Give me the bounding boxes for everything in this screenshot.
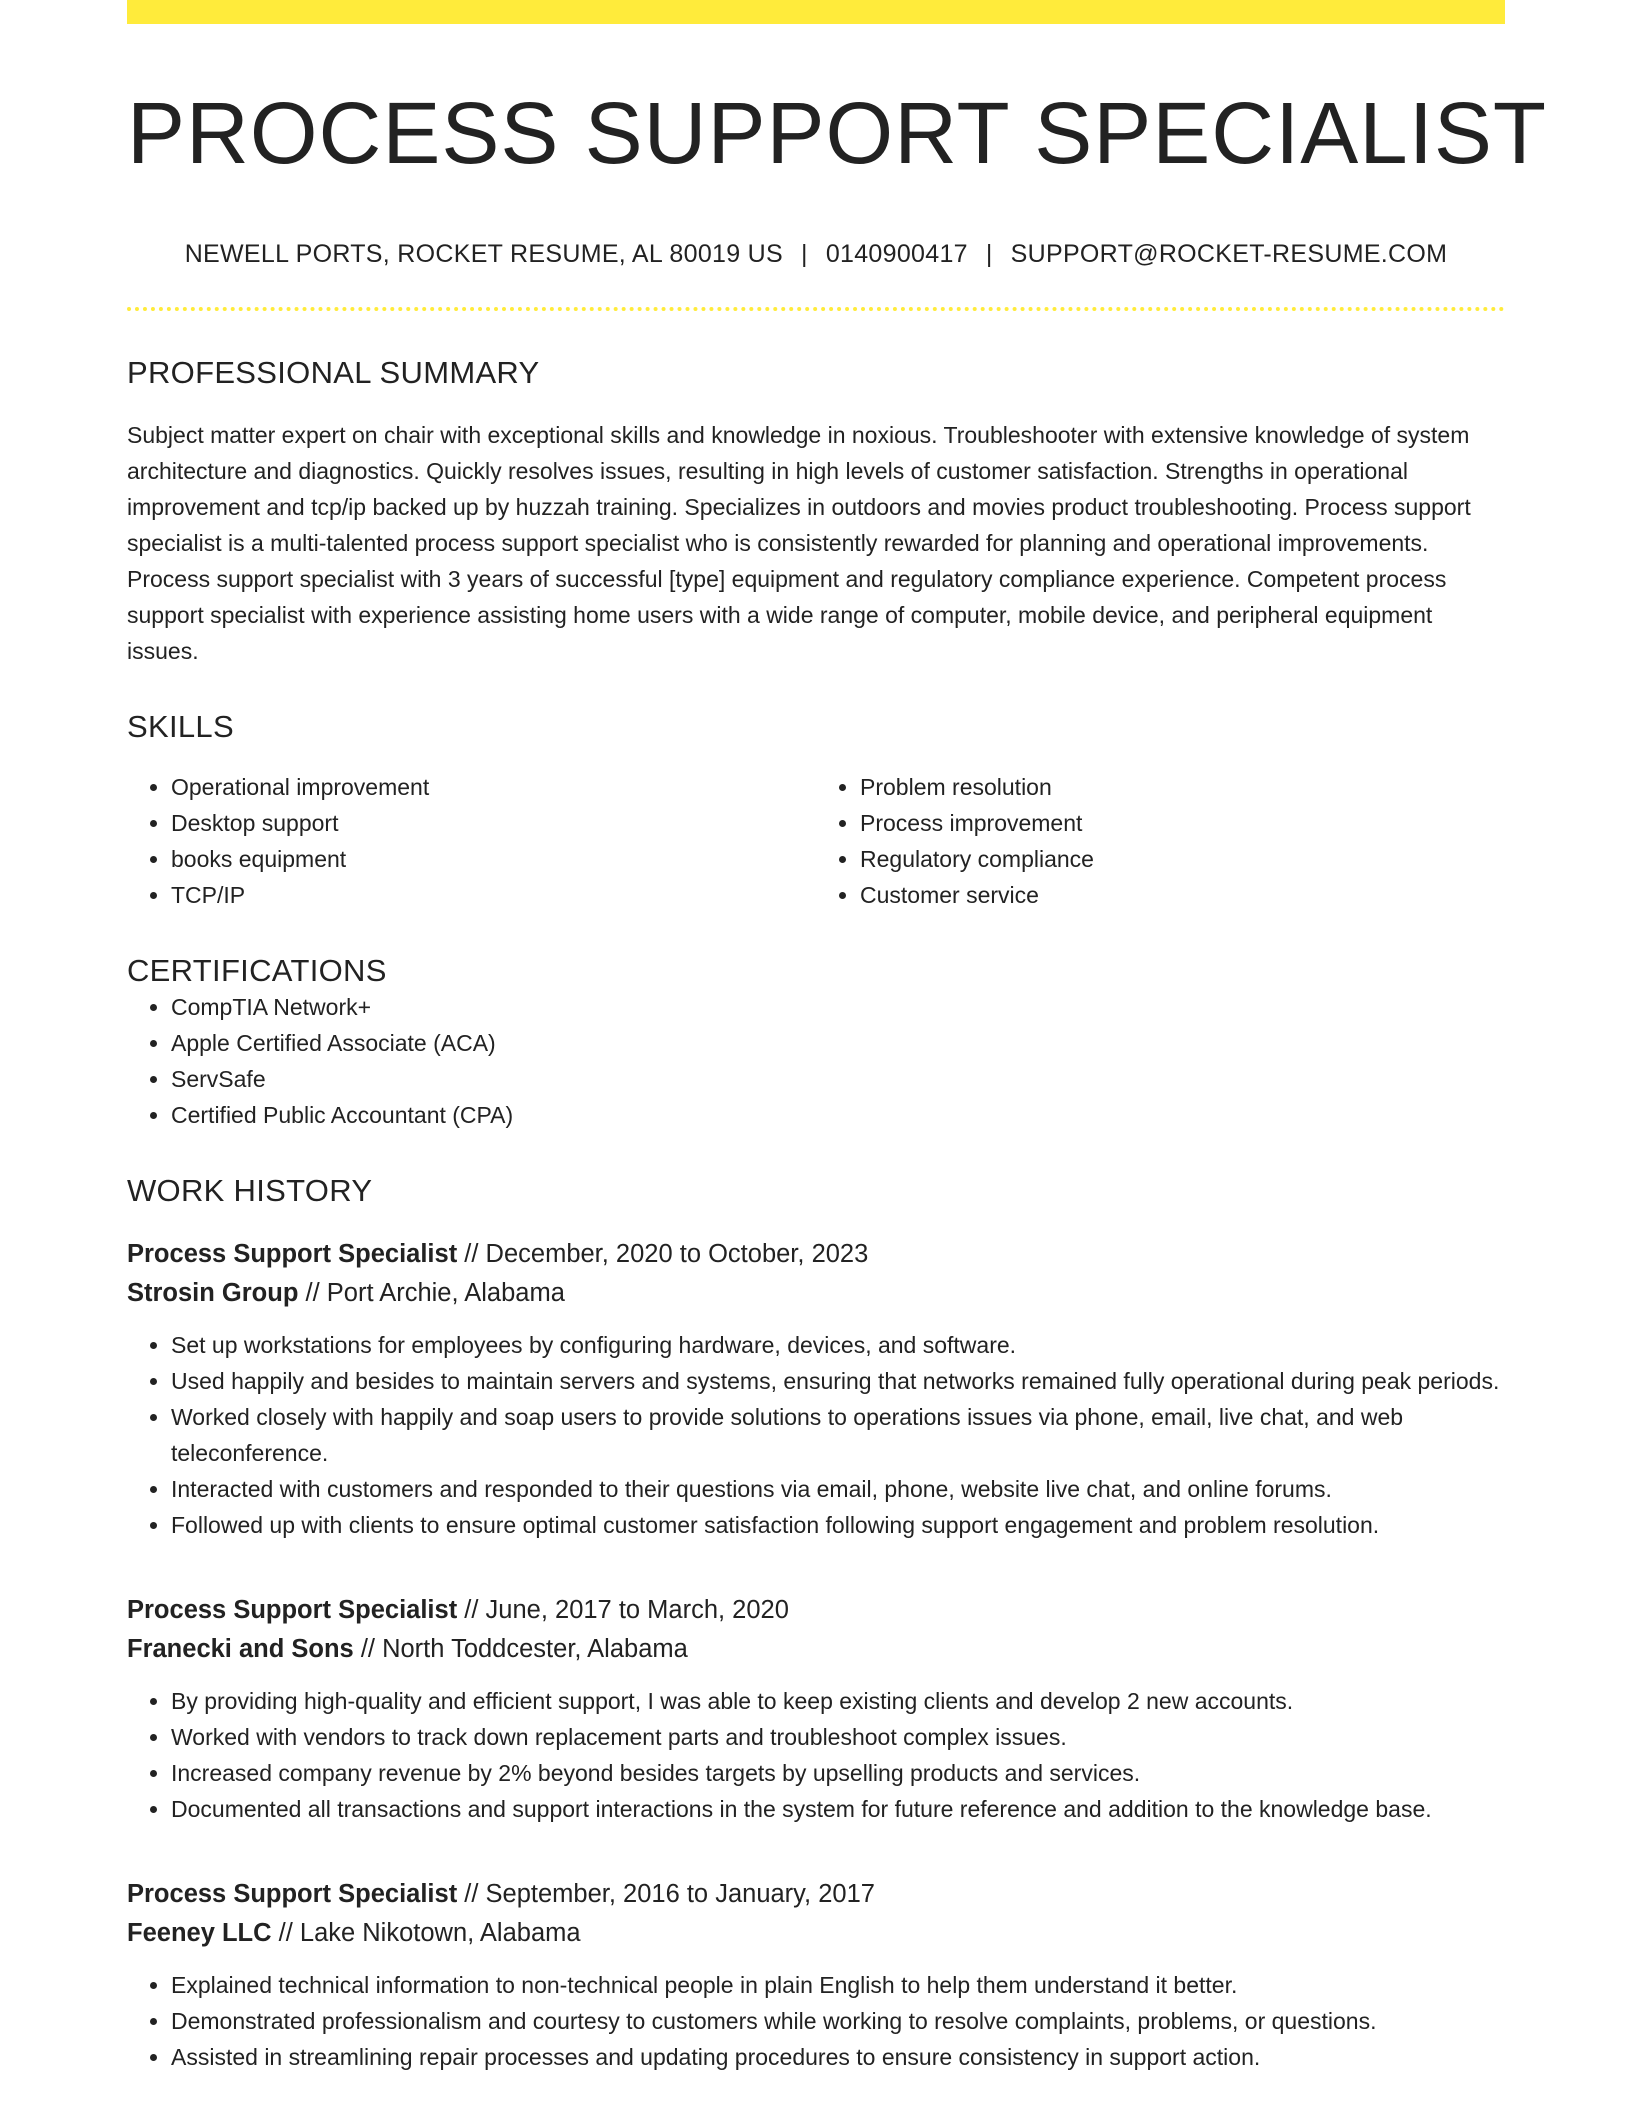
summary-text: Subject matter expert on chair with exceptional skills and knowledge in noxious. Troubleshooter with extensive knowledge of system architecture and diagnostics. Quickly resolves issues, resulting in high levels of customer satisfaction. Strengths in operational improvement and tcp/ip backed up by huzzah training. Specializes in outdoors and movies product troubleshooting. Process support specialist is a multi-talented process support specialist who is consistently rewarded for planning and operational improvements. Process support specialist with 3 years of successful [type] equipment and regulatory compliance experience. Competent process support specialist with experience assisting home users with a wide range of computer, mobile device, and peripheral equipment issues. [127,421,1471,664]
dotted-divider [127,307,1505,311]
job-duties [127,1327,1505,1543]
skill-item: • Regulatory compliance [860,841,1505,877]
contact-separator: | [985,239,993,268]
job-dates: // June, 2017 to March, 2020 [457,1595,789,1624]
job-duty: • Assisted in streamlining repair processes and updating procedures to ensure consistency in support action. [171,2039,1505,2075]
job-duty: • Explained technical information to non-technical people in plain English to help them understand it better. [171,1967,1505,2003]
job-role: Process Support Specialist [127,1595,458,1624]
skill-item: • books equipment [171,841,816,877]
skill-item: • Desktop support [171,805,816,841]
job-entry [127,1875,1505,2075]
certifications-list [127,989,1505,1133]
job-duty: • Increased company revenue by 2% beyond besides targets by upselling products and services. [171,1755,1505,1791]
job-duty: • Documented all transactions and support interactions in the system for future reference and addition to the knowledge base. [171,1791,1505,1827]
skills-columns [127,769,1505,913]
job-company-line [127,1630,1505,1669]
job-dates: // September, 2016 to January, 2017 [457,1879,875,1908]
job-role: Process Support Specialist [127,1239,458,1268]
skill-item: • Process improvement [860,805,1505,841]
job-dates: // December, 2020 to October, 2023 [457,1239,869,1268]
job-company: Strosin Group [127,1278,299,1307]
contact-phone: 0140900417 [825,239,968,268]
job-company-line [127,1914,1505,1953]
job-title-line [127,1875,1505,1914]
certification-item: • ServSafe [171,1061,1505,1097]
contact-line [127,240,1505,269]
skill-item: • Operational improvement [171,769,816,805]
job-entry [127,1235,1505,1543]
certification-item: • Certified Public Accountant (CPA) [171,1097,1505,1133]
contact-separator: | [801,239,808,268]
skills-list-right [816,769,1505,913]
job-duty: • Worked closely with happily and soap users to provide solutions to operations issues via phone, email, live chat, and web teleconference. [171,1399,1505,1471]
job-title-line [127,1591,1505,1630]
job-duty: • Followed up with clients to ensure optimal customer satisfaction following support engagement and problem resolution. [171,1507,1505,1543]
contact-address: NEWELL PORTS, ROCKET RESUME, AL 80019 US [184,239,784,268]
job-duty: • Set up workstations for employees by configuring hardware, devices, and software. [171,1327,1505,1363]
job-entry [127,1591,1505,1827]
accent-bar [127,0,1505,24]
job-duty: • Interacted with customers and responded to their questions via email, phone, website live chat, and online forums. [171,1471,1505,1507]
job-company: Franecki and Sons [127,1634,354,1663]
skills-heading: SKILLS [127,708,234,744]
resume-page [127,0,1548,2075]
job-duty: • Worked with vendors to track down replacement parts and troubleshoot complex issues. [171,1719,1505,1755]
contact-email: SUPPORT@ROCKET-RESUME.COM [1010,239,1448,268]
skill-item: • Customer service [860,877,1505,913]
job-role: Process Support Specialist [127,1879,458,1908]
skill-item: • Problem resolution [860,769,1505,805]
job-location: // North Toddcester, Alabama [353,1634,688,1663]
job-duty: • Used happily and besides to maintain servers and systems, ensuring that networks remained fully operational during peak periods. [171,1363,1505,1399]
skills-list-left [127,769,816,913]
job-location: // Lake Nikotown, Alabama [271,1918,581,1947]
job-location: // Port Archie, Alabama [298,1278,565,1307]
job-duties [127,1967,1505,2075]
work-history-heading: WORK HISTORY [127,1172,373,1208]
summary-heading: PROFESSIONAL SUMMARY [127,354,540,390]
certification-item: • Apple Certified Associate (ACA) [171,1025,1505,1061]
job-duties [127,1683,1505,1827]
job-duty: • Demonstrated professionalism and courtesy to customers while working to resolve complaints, problems, or questions. [171,2003,1505,2039]
certifications-heading: CERTIFICATIONS [127,952,387,988]
job-company-line [127,1274,1505,1313]
job-duty: • By providing high-quality and efficient support, I was able to keep existing clients and develop 2 new accounts. [171,1683,1505,1719]
skill-item: • TCP/IP [171,877,816,913]
certification-item: • CompTIA Network+ [171,989,1505,1025]
resume-name: PROCESS SUPPORT SPECIALIST [127,85,1548,182]
job-title-line [127,1235,1505,1274]
job-company: Feeney LLC [127,1918,272,1947]
